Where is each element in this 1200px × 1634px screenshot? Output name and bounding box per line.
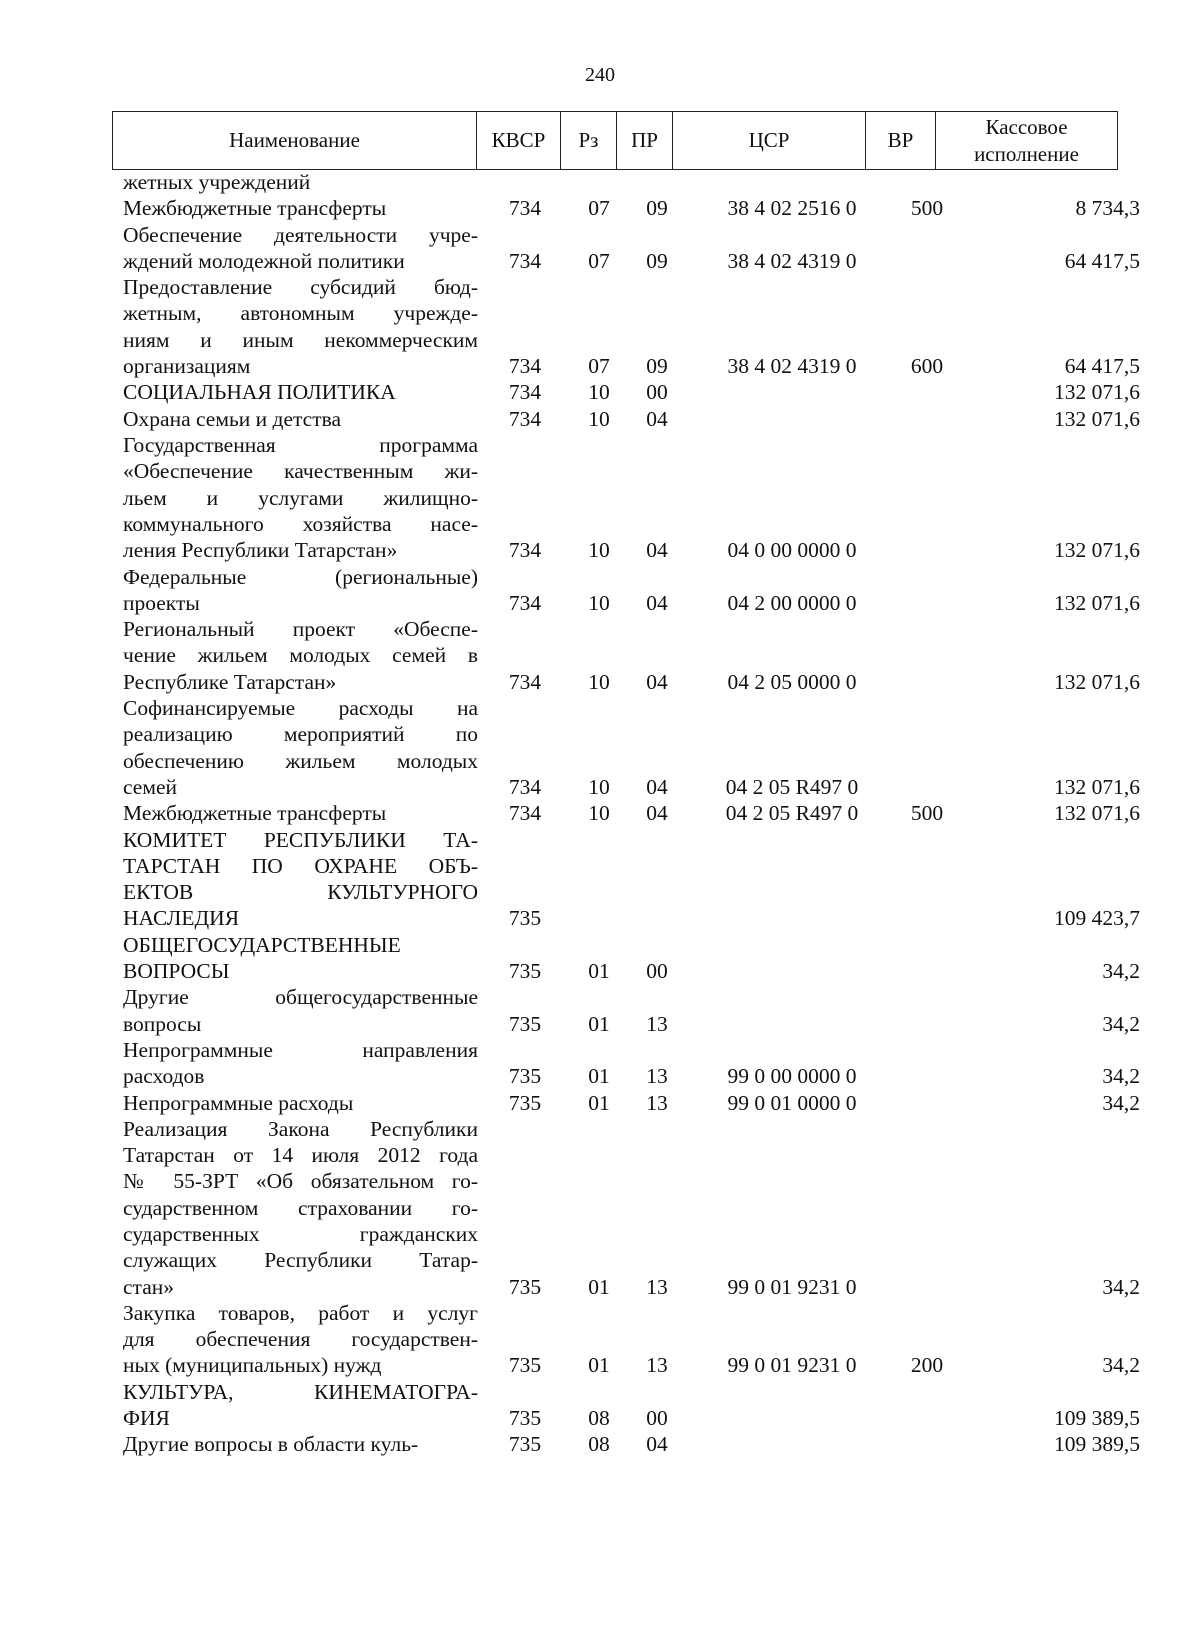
row-kvsr: 735 [508, 1064, 542, 1089]
row-name-line: Реализация Закона Республики [123, 1116, 478, 1141]
row-pr: 04 [646, 590, 668, 615]
row-kvsr: 734 [508, 669, 542, 694]
row-pr: 09 [646, 248, 668, 273]
row-amount: 132 071,6 [1054, 380, 1140, 405]
row-name-line: Другие общегосударственные [123, 985, 478, 1010]
row-rz: 08 [588, 1432, 610, 1457]
row-kvsr: 734 [508, 196, 542, 221]
row-pr: 00 [646, 1406, 668, 1431]
row-rz: 01 [588, 1274, 610, 1299]
row-rz: 08 [588, 1406, 610, 1431]
row-rz: 01 [588, 1353, 610, 1378]
row-pr: 13 [646, 1064, 668, 1089]
row-name-line: семей [123, 774, 178, 799]
row-rz: 01 [588, 958, 610, 983]
row-amount: 132 071,6 [1054, 801, 1140, 826]
row-amount: 132 071,6 [1054, 774, 1140, 799]
header-amount-line1: Кассовое [985, 114, 1068, 139]
row-name-line: стан» [123, 1274, 174, 1299]
row-csr: 99 0 00 0000 0 [727, 1064, 857, 1089]
row-pr: 04 [646, 801, 668, 826]
header-amount [936, 112, 1118, 170]
row-name-line: Обеспечение деятельности учре- [123, 222, 478, 247]
row-kvsr: 735 [508, 1011, 542, 1036]
row-rz: 01 [588, 1064, 610, 1089]
row-csr: 38 4 02 2516 0 [727, 196, 857, 221]
row-kvsr: 734 [508, 774, 542, 799]
row-name-line: Республике Татарстан» [123, 669, 337, 694]
header-amount-line2: исполнение [974, 141, 1079, 166]
row-name-line: НАСЛЕДИЯ [123, 906, 240, 931]
row-csr: 04 2 05 0000 0 [727, 669, 857, 694]
row-name-line: проекты [123, 590, 200, 615]
row-rz: 10 [588, 538, 610, 563]
row-name-line: сударственном страховании го- [123, 1195, 478, 1220]
row-pr: 09 [646, 196, 668, 221]
row-name-line: Непрограммные направления [123, 1037, 478, 1062]
row-rz: 07 [588, 196, 610, 221]
row-name-line: ждений молодежной политики [123, 248, 405, 273]
row-name-line: ЕКТОВ КУЛЬТУРНОГО [123, 880, 478, 905]
header-csr: ЦСР [673, 112, 866, 170]
row-pr: 13 [646, 1011, 668, 1036]
row-kvsr: 735 [508, 906, 542, 931]
row-name-line: СОЦИАЛЬНАЯ ПОЛИТИКА [123, 380, 396, 405]
row-csr: 38 4 02 4319 0 [727, 354, 857, 379]
header-rz: Рз [561, 112, 617, 170]
row-pr: 04 [646, 406, 668, 431]
row-name-line: ных (муниципальных) нужд [123, 1353, 382, 1378]
row-kvsr: 734 [508, 248, 542, 273]
row-name-line: обеспечению жильем молодых [123, 748, 478, 773]
row-name-line: ления Республики Татарстан» [123, 538, 398, 563]
row-name-line: ниям и иным некоммерческим [123, 327, 478, 352]
row-rz: 10 [588, 774, 610, 799]
row-name-line: служащих Республики Татар- [123, 1248, 478, 1273]
row-amount: 34,2 [1102, 1011, 1140, 1036]
row-name-line: Другие вопросы в области куль- [123, 1432, 419, 1457]
row-rz: 10 [588, 801, 610, 826]
row-amount: 132 071,6 [1054, 406, 1140, 431]
row-name-line: чение жильем молодых семей в [123, 643, 478, 668]
row-name-line: льем и услугами жилищно- [123, 485, 478, 510]
row-kvsr: 734 [508, 380, 542, 405]
row-csr: 99 0 01 9231 0 [727, 1274, 857, 1299]
row-amount: 64 417,5 [1064, 354, 1140, 379]
row-name-line: ФИЯ [123, 1406, 170, 1431]
row-name-line: Федеральные (региональные) [123, 564, 478, 589]
row-rz: 10 [588, 380, 610, 405]
row-csr: 04 0 00 0000 0 [727, 538, 857, 563]
row-amount: 34,2 [1102, 1274, 1140, 1299]
row-amount: 109 389,5 [1054, 1432, 1140, 1457]
row-name-line: коммунального хозяйства насе- [123, 511, 478, 536]
row-vr: 500 [910, 801, 944, 826]
row-name-line: Закупка товаров, работ и услуг [123, 1300, 478, 1325]
row-vr: 500 [910, 196, 944, 221]
row-amount: 132 071,6 [1054, 669, 1140, 694]
row-name-line: ВОПРОСЫ [123, 958, 230, 983]
header-name: Наименование [113, 112, 477, 170]
row-pr: 04 [646, 1432, 668, 1457]
row-pr: 04 [646, 774, 668, 799]
table-header [112, 111, 1118, 170]
row-pr: 09 [646, 354, 668, 379]
row-kvsr: 734 [508, 801, 542, 826]
row-rz: 01 [588, 1090, 610, 1115]
row-name-line: Предоставление субсидий бюд- [123, 275, 478, 300]
row-name-line: Государственная программа [123, 433, 478, 457]
row-name-line: реализацию мероприятий по [123, 722, 478, 747]
row-amount: 34,2 [1102, 1353, 1140, 1378]
row-name-line: жетным, автономным учрежде- [123, 301, 478, 326]
row-kvsr: 734 [508, 590, 542, 615]
row-vr: 600 [910, 354, 944, 379]
row-amount: 109 389,5 [1054, 1406, 1140, 1431]
row-amount: 34,2 [1102, 1090, 1140, 1115]
row-rz: 10 [588, 669, 610, 694]
row-amount: 132 071,6 [1054, 590, 1140, 615]
row-amount: 8 734,3 [1075, 196, 1140, 221]
row-name-line: Региональный проект «Обеспе- [123, 617, 478, 642]
row-csr: 04 2 00 0000 0 [727, 590, 857, 615]
row-csr: 04 2 05 R497 0 [725, 774, 859, 799]
header-pr: ПР [617, 112, 673, 170]
row-name-line: вопросы [123, 1011, 202, 1036]
row-kvsr: 735 [508, 1274, 542, 1299]
row-csr: 99 0 01 9231 0 [727, 1353, 857, 1378]
row-name-line: для обеспечения государствен- [123, 1327, 478, 1352]
row-rz: 10 [588, 590, 610, 615]
row-amount: 109 423,7 [1054, 906, 1140, 931]
row-name-line: ОБЩЕГОСУДАРСТВЕННЫЕ [123, 932, 401, 957]
header-kvsr: КВСР [477, 112, 561, 170]
row-pr: 00 [646, 958, 668, 983]
row-name-line: Межбюджетные трансферты [123, 801, 387, 826]
row-name-line: Межбюджетные трансферты [123, 196, 387, 221]
row-name-line: КУЛЬТУРА, КИНЕМАТОГРА- [123, 1379, 478, 1404]
row-amount: 64 417,5 [1064, 248, 1140, 273]
row-name-line: организациям [123, 354, 251, 379]
row-csr: 99 0 01 0000 0 [727, 1090, 857, 1115]
row-kvsr: 735 [508, 1090, 542, 1115]
row-kvsr: 734 [508, 538, 542, 563]
header-vr: ВР [866, 112, 936, 170]
row-kvsr: 735 [508, 958, 542, 983]
row-name-line: Охрана семьи и детства [123, 406, 342, 431]
row-vr: 200 [910, 1353, 944, 1378]
row-rz: 10 [588, 406, 610, 431]
row-name-line: Татарстан от 14 июля 2012 года [123, 1143, 478, 1168]
row-rz: 07 [588, 354, 610, 379]
row-pr: 13 [646, 1090, 668, 1115]
row-kvsr: 734 [508, 354, 542, 379]
row-rz: 01 [588, 1011, 610, 1036]
row-name-line: жетных учреждений [123, 170, 311, 194]
row-pr: 00 [646, 380, 668, 405]
row-pr: 04 [646, 538, 668, 563]
row-kvsr: 735 [508, 1353, 542, 1378]
row-name-line: ТАРСТАН ПО ОХРАНЕ ОБЪ- [123, 853, 478, 878]
row-name-line: Софинансируемые расходы на [123, 696, 478, 720]
row-name-line: расходов [123, 1064, 205, 1089]
row-rz: 07 [588, 248, 610, 273]
row-kvsr: 734 [508, 406, 542, 431]
row-name-line: сударственных гражданских [123, 1221, 478, 1246]
row-kvsr: 735 [508, 1432, 542, 1457]
row-pr: 04 [646, 669, 668, 694]
row-amount: 132 071,6 [1054, 538, 1140, 563]
page-number: 240 [585, 64, 615, 86]
row-pr: 13 [646, 1353, 668, 1378]
row-amount: 34,2 [1102, 1064, 1140, 1089]
row-name-line: Непрограммные расходы [123, 1090, 354, 1115]
row-amount: 34,2 [1102, 958, 1140, 983]
row-csr: 04 2 05 R497 0 [725, 801, 859, 826]
row-name-line: № 55-ЗРТ «Об обязательном го- [123, 1169, 478, 1194]
row-name-line: «Обеспечение качественным жи- [123, 459, 478, 484]
row-name-line: КОМИТЕТ РЕСПУБЛИКИ ТА- [123, 827, 478, 852]
row-csr: 38 4 02 4319 0 [727, 248, 857, 273]
row-kvsr: 735 [508, 1406, 542, 1431]
row-pr: 13 [646, 1274, 668, 1299]
